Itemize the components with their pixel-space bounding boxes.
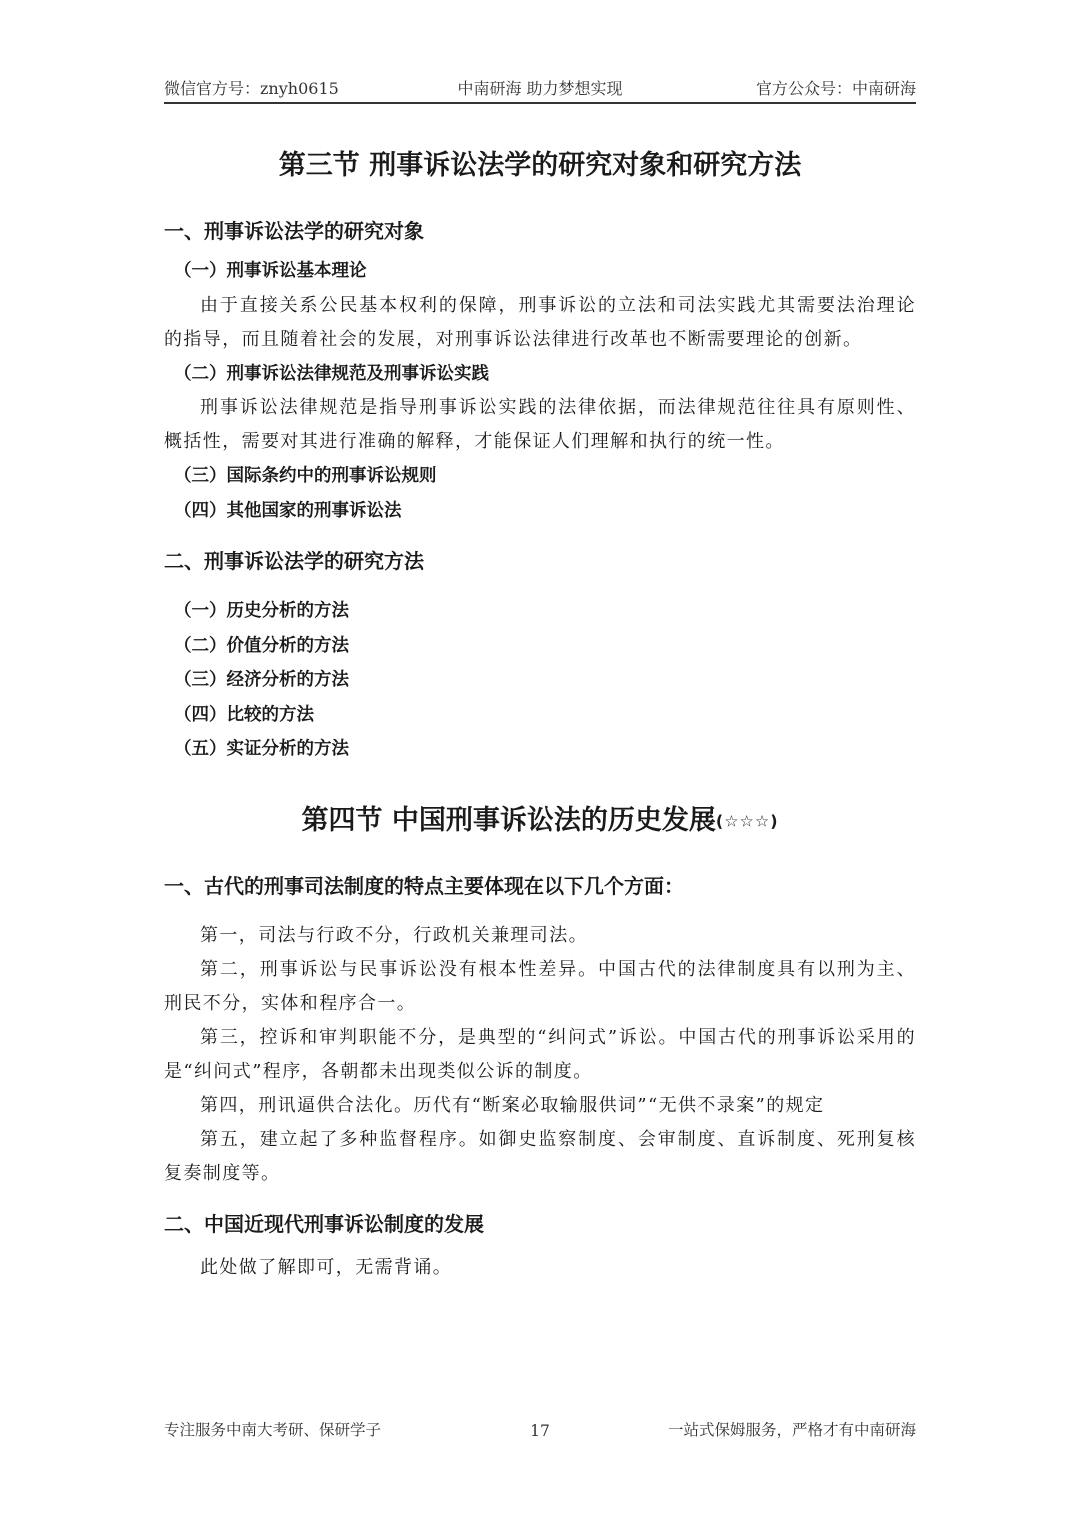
method-item: （二）价值分析的方法 <box>174 635 349 656</box>
feature-paragraph: 第一，司法与行政不分，行政机关兼理司法。 <box>200 924 588 946</box>
note-paragraph: 此处做了解即可，无需背诵。 <box>200 1256 453 1278</box>
page-number: 17 <box>530 1422 550 1440</box>
method-item: （四）比较的方法 <box>174 704 314 725</box>
section3-item4-label: （四）其他国家的刑事诉讼法 <box>174 500 402 521</box>
feature-paragraph: 第四，刑讯逼供合法化。历代有“断案必取输服供词”“无供不录案”的规定 <box>200 1094 825 1116</box>
section4-part1-heading: 一、古代的刑事司法制度的特点主要体现在以下几个方面： <box>164 873 684 898</box>
footer-right-text: 一站式保姆服务，严格才有中南研海 <box>667 1421 916 1439</box>
page-header <box>164 76 916 102</box>
section4-title <box>164 795 916 847</box>
header-official-account: 官方公众号：中南研海 <box>755 79 916 98</box>
section4-title-text: 第四节 中国刑事诉讼法的历史发展 <box>301 804 716 836</box>
footer-left-text: 专注服务中南大考研、保研学子 <box>164 1421 382 1439</box>
importance-stars: (☆☆☆) <box>715 811 779 830</box>
method-item: （五）实证分析的方法 <box>174 739 349 759</box>
section3-item2-text: 刑事诉讼法律规范是指导刑事诉讼实践的法律依据，而法律规范往往具有原则性、概括性，需要对其进行准确的解释，才能保证人们理解和执行的统一性。 <box>164 397 916 452</box>
section3-item3-label: （三）国际条约中的刑事诉讼规则 <box>174 466 437 486</box>
section4-part2-heading: 二、中国近现代刑事诉讼制度的发展 <box>164 1211 484 1236</box>
method-item: （一）历史分析的方法 <box>174 601 349 621</box>
section3-title: 第三节 刑事诉讼法学的研究对象和研究方法 <box>278 150 802 181</box>
section3-part1-heading: 一、刑事诉讼法学的研究对象 <box>164 219 424 243</box>
header-wechat-id: 微信官方号：znyh0615 <box>164 79 339 98</box>
header-divider <box>164 102 916 104</box>
header-slogan: 中南研海 助力梦想实现 <box>457 79 623 98</box>
method-item: （三）经济分析的方法 <box>174 670 349 690</box>
feature-paragraph: 第二，刑事诉讼与民事诉讼没有根本性差异。中国古代的法律制度具有以刑为主、刑民不分，实体和程序合一。 <box>164 958 916 1014</box>
page-content <box>164 140 916 1285</box>
section3-item1-text: 由于直接关系公民基本权利的保障，刑事诉讼的立法和司法实践尤其需要法治理论的指导，而且随着社会的发展，对刑事诉讼法律进行改革也不断需要理论的创新。 <box>164 294 916 350</box>
section3-item1-label: （一）刑事诉讼基本理论 <box>174 261 367 281</box>
section3-part2-heading: 二、刑事诉讼法学的研究方法 <box>164 549 424 573</box>
feature-paragraph: 第五，建立起了多种监督程序。如御史监察制度、会审制度、直诉制度、死刑复核复奏制度等。 <box>164 1128 916 1184</box>
page-footer <box>164 1418 916 1444</box>
feature-paragraph: 第三，控诉和审判职能不分，是典型的“纠问式”诉讼。中国古代的刑事诉讼采用的是“纠问式”程序，各朝都未出现类似公诉的制度。 <box>164 1026 916 1082</box>
section3-item2-label: （二）刑事诉讼法律规范及刑事诉讼实践 <box>174 363 489 384</box>
